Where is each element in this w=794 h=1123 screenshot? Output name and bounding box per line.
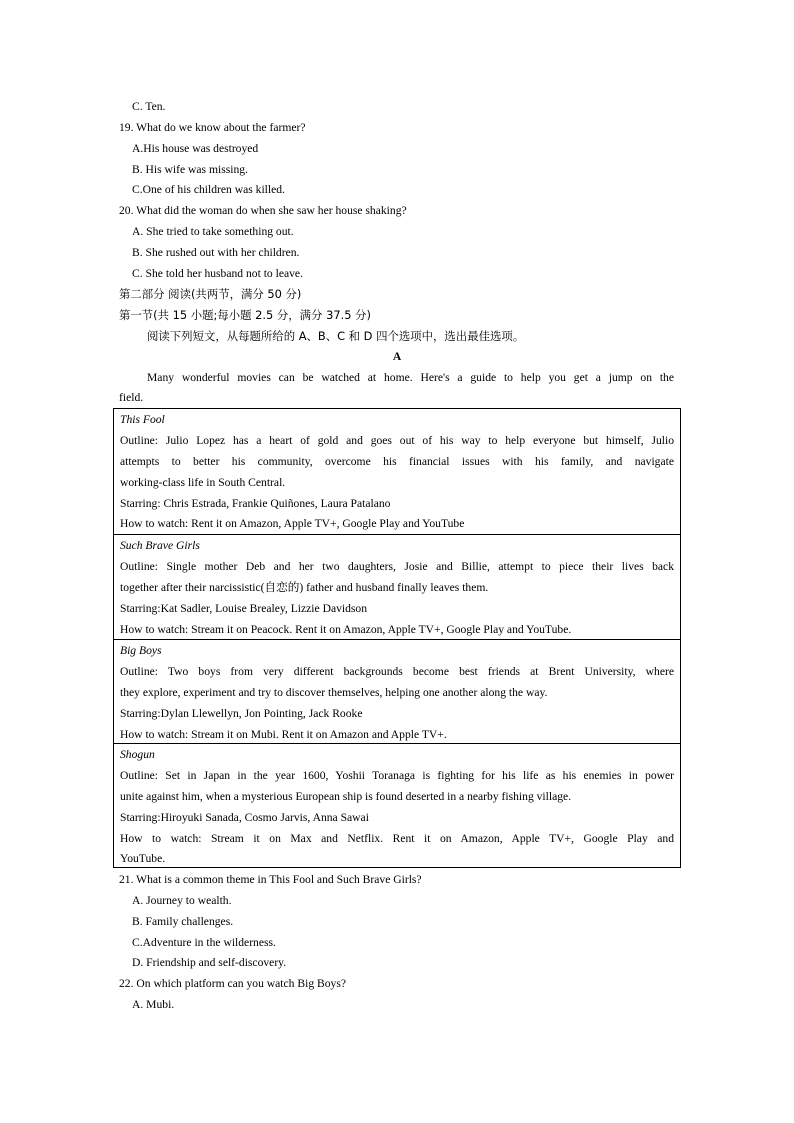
movie-starring: Starring: Chris Estrada, Frankie Quiñones, Laura Patalano xyxy=(120,497,391,510)
movie-title: This Fool xyxy=(120,413,165,426)
movie-outline-line: together after their narcissistic(自恋的) father and husband finally leaves them. xyxy=(120,581,489,594)
question-19-option-a: A.His house was destroyed xyxy=(132,142,259,155)
part-two-heading: 第二部分 阅读(共两节，满分 50 分) xyxy=(119,287,302,301)
movie-cell xyxy=(114,639,680,744)
intro-line-2: field. xyxy=(119,391,144,404)
movie-outline-line: unite against him, when a mysterious European ship is found deserted in a nearby fishing village. xyxy=(120,790,572,803)
movie-outline-line: they explore, experiment and try to discover themselves, helping one another along the way. xyxy=(120,686,548,699)
question-19-option-c: C.One of his children was killed. xyxy=(132,183,285,196)
movie-guide-table xyxy=(113,408,681,868)
movie-how-to-watch: How to watch: Stream it on Max and Netflix. Rent it on Amazon, Apple TV+, Google Play and xyxy=(120,832,674,845)
question-21-option-a: A. Journey to wealth. xyxy=(132,894,232,907)
movie-outline-line: attempts to better his community, overcome his financial issues with his family, and navigate xyxy=(120,455,674,468)
movie-outline-line: Outline: Julio Lopez has a heart of gold and goes out of his way to help everyone but himself, Julio xyxy=(120,434,674,447)
intro-line-1: Many wonderful movies can be watched at home. Here's a guide to help you get a jump on the xyxy=(147,371,674,384)
question-20-option-c: C. She told her husband not to leave. xyxy=(132,267,303,280)
question-19-stem: 19. What do we know about the farmer? xyxy=(119,121,306,134)
question-19-option-b: B. His wife was missing. xyxy=(132,163,248,176)
question-22-stem: 22. On which platform can you watch Big Boys? xyxy=(119,977,347,990)
question-21-option-c: C.Adventure in the wilderness. xyxy=(132,936,276,949)
movie-how-to-watch: How to watch: Stream it on Mubi. Rent it on Amazon and Apple TV+. xyxy=(120,728,447,741)
question-20-stem: 20. What did the woman do when she saw her house shaking? xyxy=(119,204,407,217)
section-one-heading: 第一节(共 15 小题;每小题 2.5 分，满分 37.5 分) xyxy=(119,308,371,322)
question-20-option-b: B. She rushed out with her children. xyxy=(132,246,300,259)
movie-how-to-watch: How to watch: Stream it on Peacock. Rent it on Amazon, Apple TV+, Google Play and YouTube. xyxy=(120,623,572,636)
movie-outline-line: Outline: Two boys from very different backgrounds become best friends at Brent University, where xyxy=(120,665,674,678)
movie-starring: Starring:Kat Sadler, Louise Brealey, Lizzie Davidson xyxy=(120,602,368,615)
question-18-option-c: C. Ten. xyxy=(132,100,166,113)
question-22-option-a: A. Mubi. xyxy=(132,998,175,1011)
movie-outline-line: working-class life in South Central. xyxy=(120,476,286,489)
movie-outline-line: Outline: Set in Japan in the year 1600, Yoshii Toranaga is fighting for his life as his enemies in power xyxy=(120,769,674,782)
passage-label: A xyxy=(392,350,402,363)
question-21-stem: 21. What is a common theme in This Fool and Such Brave Girls? xyxy=(119,873,422,886)
movie-cell xyxy=(114,743,680,868)
movie-cell xyxy=(114,409,680,534)
movie-starring: Starring:Dylan Llewellyn, Jon Pointing, Jack Rooke xyxy=(120,707,363,720)
movie-title: Such Brave Girls xyxy=(120,539,200,552)
reading-instruction: 阅读下列短文，从每题所给的 A、B、C 和 D 四个选项中，选出最佳选项。 xyxy=(147,329,525,343)
movie-how-to-watch: YouTube. xyxy=(120,852,166,865)
question-21-option-b: B. Family challenges. xyxy=(132,915,234,928)
movie-starring: Starring:Hiroyuki Sanada, Cosmo Jarvis, Anna Sawai xyxy=(120,811,369,824)
question-20-option-a: A. She tried to take something out. xyxy=(132,225,294,238)
movie-cell xyxy=(114,534,680,639)
movie-title: Big Boys xyxy=(120,644,162,657)
movie-title: Shogun xyxy=(120,748,155,761)
question-21-option-d: D. Friendship and self-discovery. xyxy=(132,956,287,969)
movie-outline-line: Outline: Single mother Deb and her two daughters, Josie and Billie, attempt to piece their lives back xyxy=(120,560,674,573)
movie-how-to-watch: How to watch: Rent it on Amazon, Apple TV+, Google Play and YouTube xyxy=(120,517,465,530)
